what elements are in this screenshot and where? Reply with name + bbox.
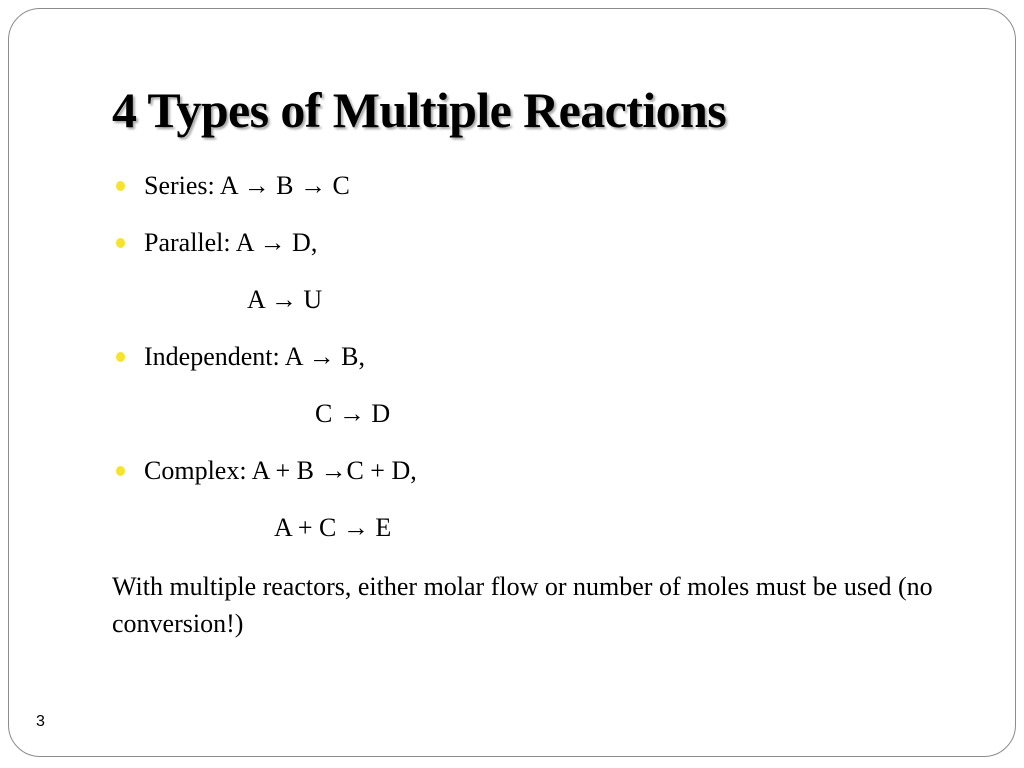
note-paragraph: With multiple reactors, either molar flow or number of moles must be used (no conversion!)	[112, 572, 933, 638]
bullet-icon	[116, 238, 125, 248]
bullet-icon	[116, 466, 125, 476]
bullet-icon	[116, 181, 125, 191]
parallel-continuation: A → U	[247, 285, 323, 314]
page-number: 3	[36, 713, 45, 730]
bullet-parallel: Parallel: A → D,	[144, 228, 318, 257]
bullet-independent: Independent: A → B,	[144, 342, 365, 371]
bullet-icon	[116, 352, 125, 362]
independent-continuation: C → D	[315, 399, 391, 428]
bullet-series: Series: A → B → C	[144, 171, 350, 200]
complex-continuation: A + C → E	[274, 513, 392, 542]
slide-title: 4 Types of Multiple Reactions	[112, 82, 727, 138]
bullet-complex: Complex: A + B →C + D,	[144, 456, 417, 485]
